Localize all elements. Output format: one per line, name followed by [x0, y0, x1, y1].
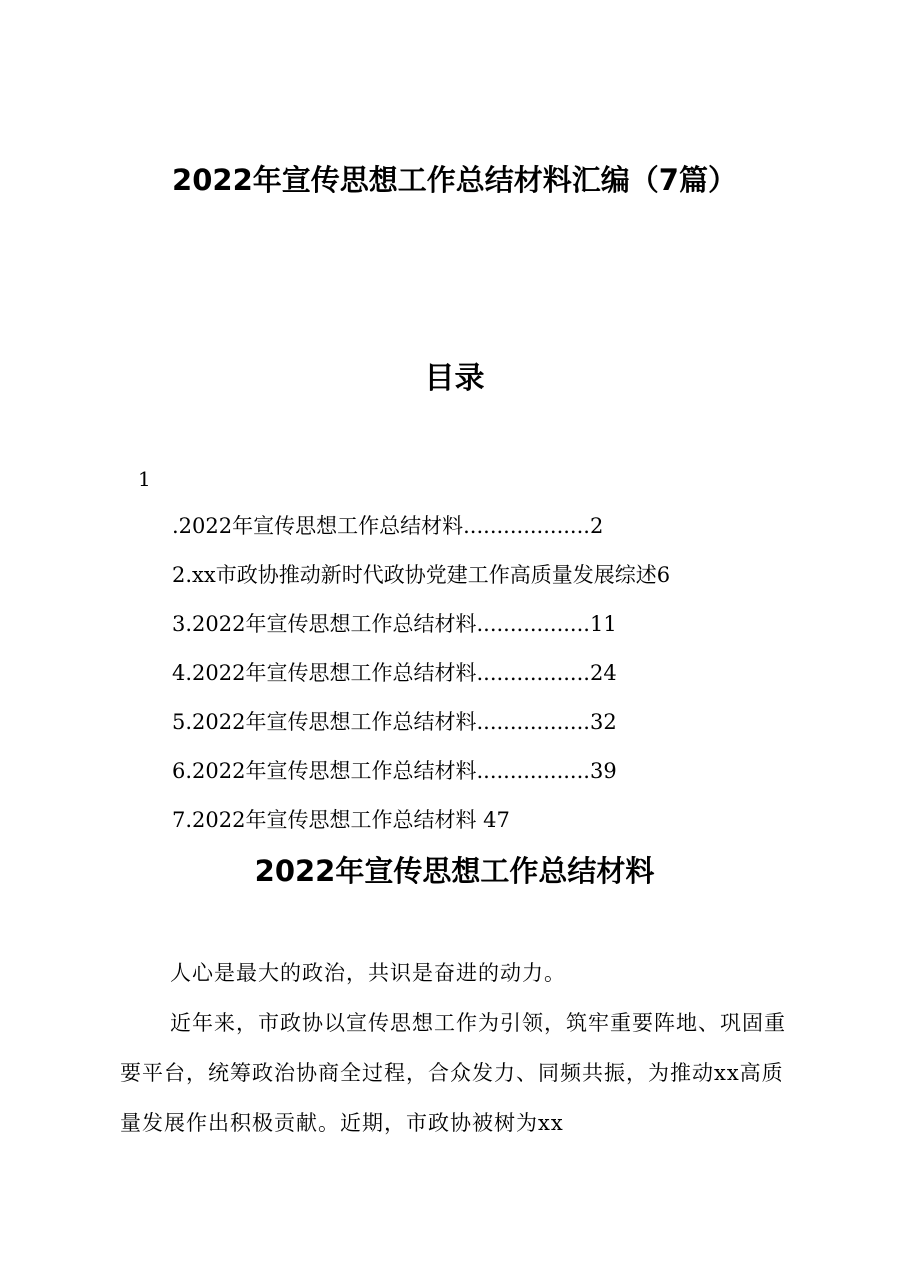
toc-entry-text: 5.2022年宣传思想工作总结材料.................32: [172, 710, 617, 734]
toc-entry-2[interactable]: [172, 557, 772, 606]
toc-entry-text: 3.2022年宣传思想工作总结材料.................11: [172, 612, 617, 636]
toc-entry-text: 7.2022年宣传思想工作总结材料 47: [172, 808, 510, 832]
document-title: 2022年宣传思想工作总结材料汇编（7篇）: [172, 163, 737, 197]
table-of-contents: [172, 508, 772, 851]
toc-entry-6[interactable]: [172, 753, 772, 802]
body-text: [120, 948, 800, 1148]
toc-entry-text: 4.2022年宣传思想工作总结材料.................24: [172, 661, 617, 685]
toc-entry-5[interactable]: [172, 704, 772, 753]
toc-heading: 目录: [424, 361, 485, 396]
toc-entry-1[interactable]: [172, 508, 772, 557]
toc-entry-4[interactable]: [172, 655, 772, 704]
paragraph-2: 近年来，市政协以宣传思想工作为引领，筑牢重要阵地、巩固重要平台，统筹政治协商全过程，合众发力、同频共振，为推动xx高质量发展作出积极贡献。近期，市政协被树为xx: [120, 1011, 786, 1135]
section-title: 2022年宣传思想工作总结材料: [254, 854, 655, 888]
toc-entry-7[interactable]: [172, 802, 772, 851]
toc-entry-text: 6.2022年宣传思想工作总结材料.................39: [172, 759, 617, 783]
toc-stray-number: 1: [138, 467, 151, 491]
toc-entry-text: .2022年宣传思想工作总结材料...................2: [172, 514, 604, 538]
paragraph-1: 人心是最大的政治，共识是奋进的动力。: [170, 961, 566, 985]
toc-entry-3[interactable]: [172, 606, 772, 655]
toc-entry-text: 2.xx市政协推动新时代政协党建工作高质量发展综述6: [172, 563, 671, 587]
